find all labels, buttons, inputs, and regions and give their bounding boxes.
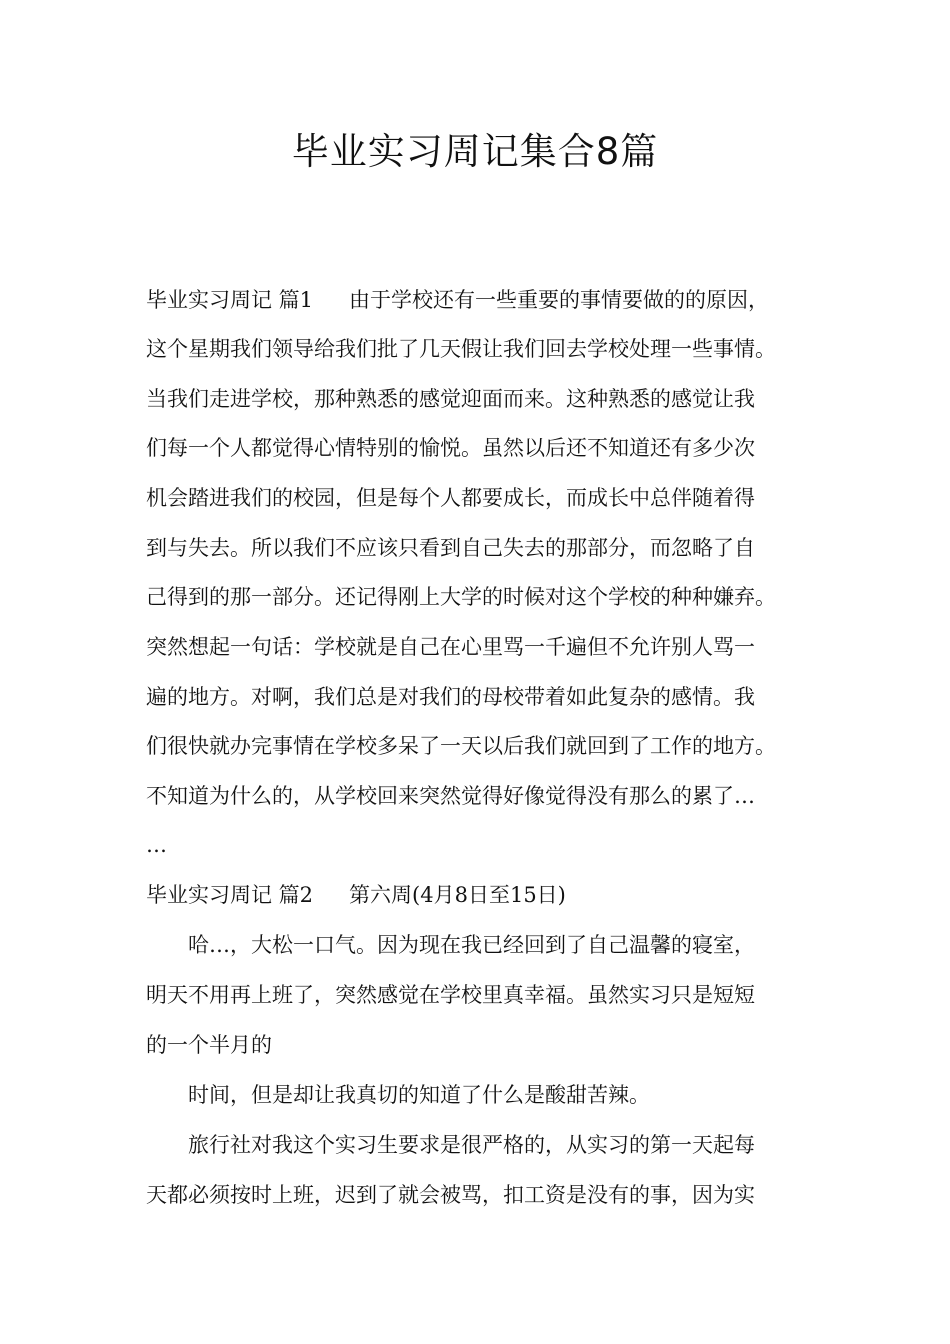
entry-1-text-line: 己得到的那一部分。还记得刚上大学的时候对这个学校的种种嫌弃。 [146,585,776,609]
entry-1-text-line: 当我们走进学校，那种熟悉的感觉迎面而来。这种熟悉的感觉让我 [146,387,755,411]
entry-2-text-line: 明天不用再上班了，突然感觉在学校里真幸福。虽然实习只是短短 [146,983,755,1007]
entry-1-text-line: 们每一个人都觉得心情特别的愉悦。虽然以后还不知道还有多少次 [146,436,755,460]
entry-1-heading: 毕业实习周记 篇1 [146,288,314,312]
entry-1-text-line: … [146,833,167,857]
entry-1-text-line: 突然想起一句话：学校就是自己在心里骂一千遍但不允许别人骂一 [146,635,755,659]
entry-1-text-line: 们很快就办完事情在学校多呆了一天以后我们就回到了工作的地方。 [146,734,776,758]
entry-1-text-line: 遍的地方。对啊，我们总是对我们的母校带着如此复杂的感情。我 [146,685,755,709]
entry-2-text-line: 哈…，大松一口气。因为现在我已经回到了自己温馨的寝室， [188,933,755,957]
entry-1-first-line [146,285,769,315]
entry-1-text-line: 不知道为什么的，从学校回来突然觉得好像觉得没有那么的累了… [146,784,755,808]
entry-2-heading: 毕业实习周记 篇2 [146,883,314,907]
entry-2-text-line: 天都必须按时上班，迟到了就会被骂，扣工资是没有的事，因为实 [146,1183,755,1207]
entry-2-text-line: 第六周(4月8日至15日) [349,883,566,907]
entry-1-text-line: 到与失去。所以我们不应该只看到自己失去的那部分，而忽略了自 [146,536,755,560]
entry-2-text-line: 时间，但是却让我真切的知道了什么是酸甜苦辣。 [188,1083,650,1107]
entry-2-first-line [146,880,566,910]
entry-2-text-line: 旅行社对我这个实习生要求是很严格的，从实习的第一天起每 [188,1133,755,1157]
entry-1-text-line: 由于学校还有一些重要的事情要做的的原因， [349,288,770,312]
entry-2-text-line: 的一个半月的 [146,1033,272,1057]
entry-1-text-line: 这个星期我们领导给我们批了几天假让我们回去学校处理一些事情。 [146,337,776,361]
entry-1-text-line: 机会踏进我们的校园，但是每个人都要成长，而成长中总伴随着得 [146,486,755,510]
document-title: 毕业实习周记集合8篇 [291,130,659,173]
